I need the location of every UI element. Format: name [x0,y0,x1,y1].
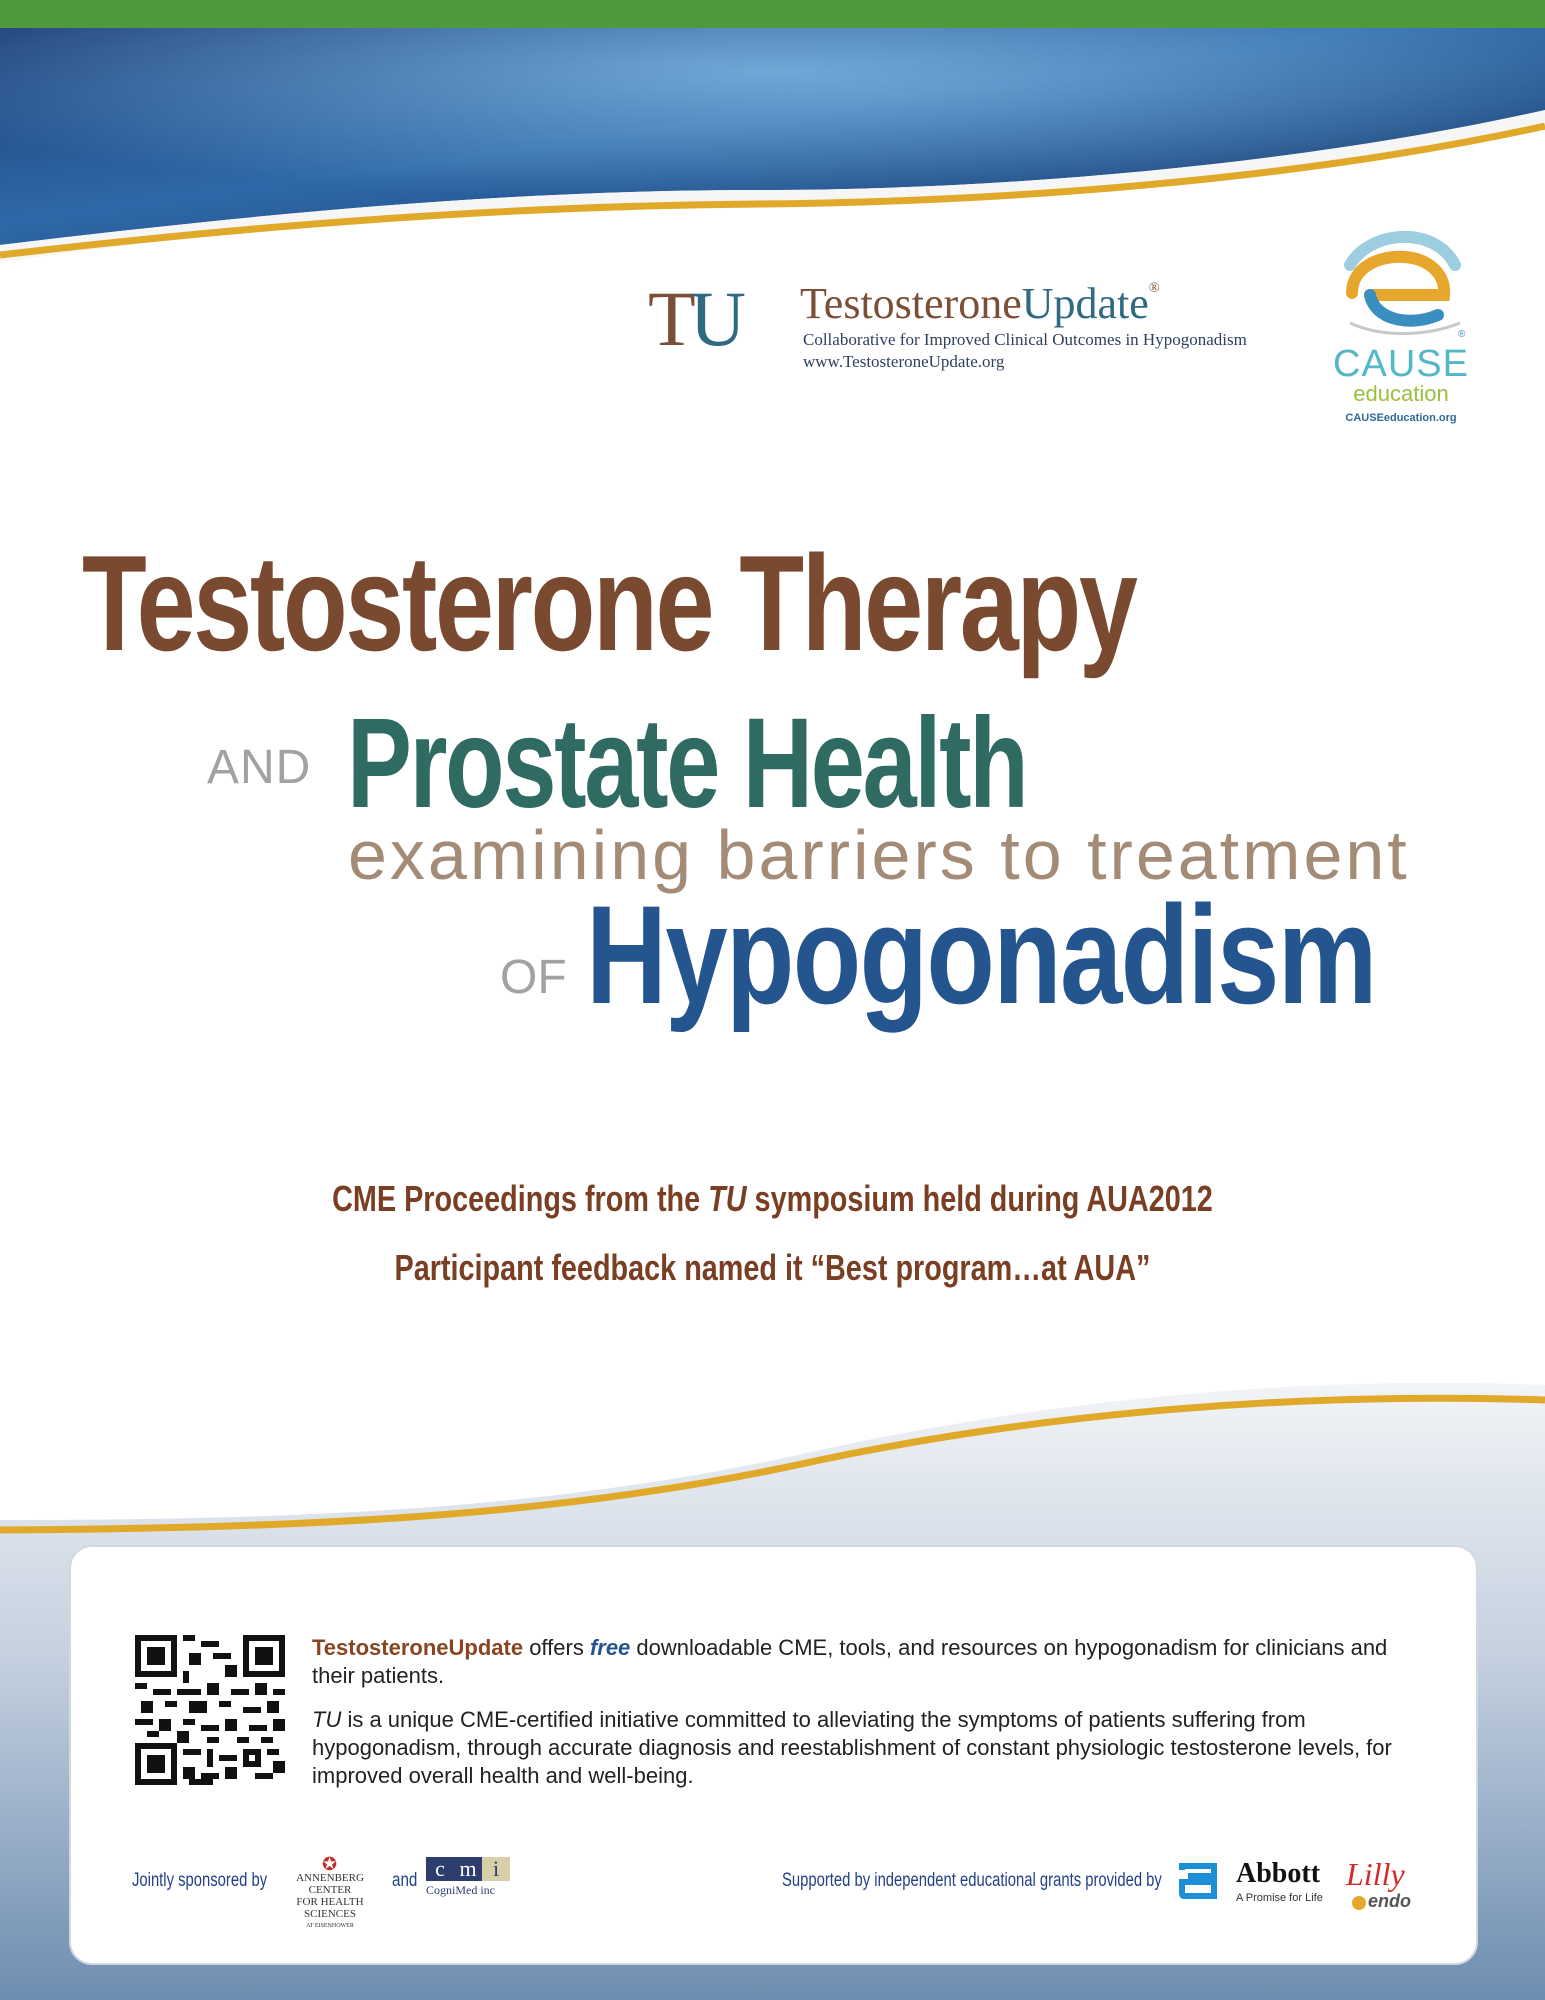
tu-logo-t: T [648,275,690,362]
blurb2-rest: is a unique CME-certified initiative committed to alleviating the symptoms of patients suffering from hypogonadism, through accurate diagnosis and reestablishment of constant physiologic testosterone levels, for improved overall health and well-being. [312,1707,1392,1788]
tu-reg-mark: ® [1148,281,1160,296]
subtitle-line2-text: Participant feedback named it “Best program…at AUA” [394,1247,1151,1288]
annenberg-line3: AT EISENHOWER [306,1923,354,1929]
abbott-a-icon [1178,1862,1220,1900]
cmi-c: c [426,1857,454,1881]
annenberg-line2: FOR HEALTH SCIENCES [296,1896,364,1920]
svg-text:®: ® [1458,329,1466,340]
tu-logo-icon [648,275,740,362]
blurb2-tu: TU [312,1707,342,1732]
qr-code-icon[interactable] [135,1635,285,1785]
subtitle-line2 [0,1247,1545,1289]
subtitle-line1-after: symposium held during AUA2012 [746,1178,1213,1219]
supported-by-label: Supported by independent educational grants provided by [782,1870,1162,1891]
tu-logo-u: U [689,275,740,362]
footer-blurb-2 [312,1706,1402,1790]
cause-logo-name: CAUSE [1333,343,1469,385]
endo-name: endo [1368,1891,1411,1911]
blurb-rest: downloadable CME, tools, and resources on hypogonadism for clinicians and their patients. [312,1635,1388,1688]
jointly-sponsored-label: Jointly sponsored by [132,1870,268,1891]
footer-blurb-1 [312,1634,1402,1690]
cmi-m: m [454,1857,482,1881]
title-line1: Testosterone Therapy [82,527,1136,679]
cause-url[interactable]: CAUSEeducation.org [1345,412,1457,424]
title-line3: examining barriers to treatment [348,816,1410,894]
and-label: and [392,1870,418,1891]
cognimed-name: CogniMed inc [426,1883,495,1897]
tu-tagline: Collaborative for Improved Clinical Outcomes in Hypogonadism [803,330,1247,349]
header-banner [0,0,1545,300]
cmi-logo [426,1857,510,1881]
cause-e-icon [1330,225,1470,355]
title-and: AND [207,741,312,794]
title-line4: Hypogonadism [586,876,1376,1033]
abbott-name: Abbott [1236,1858,1321,1889]
blurb-offers: offers [523,1635,590,1660]
endo-dot-icon [1352,1896,1366,1910]
annenberg-line1: ANNENBERG CENTER [296,1872,364,1896]
tu-logo-name [800,279,1160,328]
cmi-i: i [482,1857,510,1881]
blurb-brand: TestosteroneUpdate [312,1635,524,1660]
tu-name-part1: Testosterone [800,279,1022,328]
annenberg-star-icon: ✪ [322,1854,338,1874]
tu-url[interactable]: www.TestosteroneUpdate.org [803,352,1005,371]
subtitle-line1 [0,1178,1545,1220]
tu-name-part2: Update [1021,279,1149,328]
subtitle-line1-before: CME Proceedings from the [332,1178,709,1219]
lilly-name: Lilly [1346,1856,1405,1892]
title-line2: Prostate Health [347,692,1027,835]
title-of: OF [500,951,567,1004]
cause-logo-subtitle: education [1353,381,1449,406]
abbott-tagline: A Promise for Life [1236,1892,1323,1904]
blurb-free: free [589,1635,631,1660]
annenberg-logo [274,1872,386,1932]
subtitle-line1-italic: TU [708,1178,747,1219]
